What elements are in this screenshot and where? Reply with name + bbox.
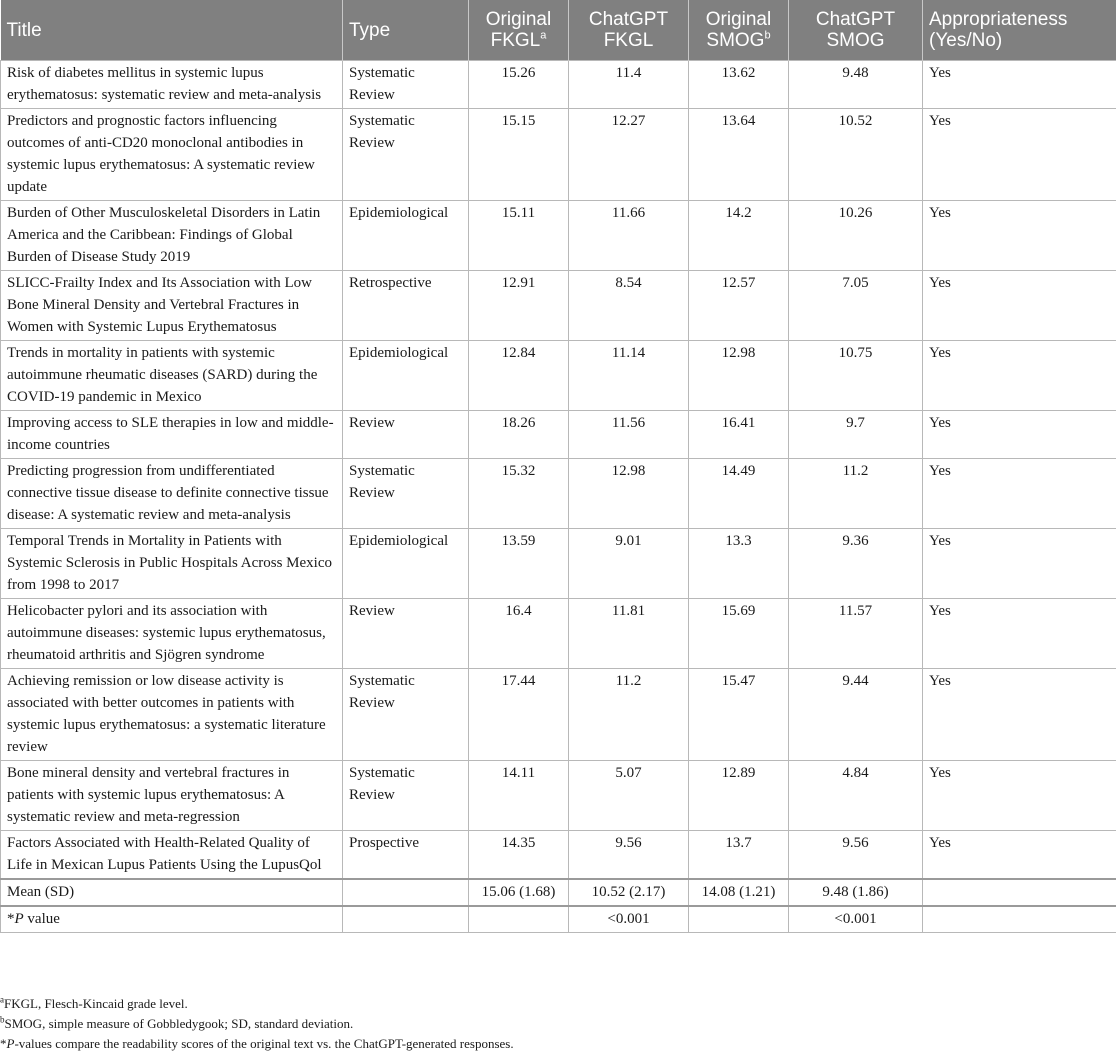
table-row — [1, 529, 1116, 599]
table-row — [1, 109, 1116, 201]
row-appropriateness: Yes — [923, 411, 1116, 459]
footnote-b: $^b$SMOG, simple measure of Gobbledygook; SD, standard deviation. — [0, 1014, 354, 1031]
row-type: Systematic Review — [343, 459, 469, 529]
row-original-smog: 15.69 — [689, 599, 789, 669]
row-chatgpt-fkgl: 9.56 — [569, 831, 689, 880]
row-original-smog: 14.2 — [689, 201, 789, 271]
row-title: Bone mineral density and vertebral fractures in patients with systemic lupus erythematosus: A systematic review and meta-regression — [1, 761, 343, 831]
row-type: Systematic Review — [343, 109, 469, 201]
row-original-smog: 13.3 — [689, 529, 789, 599]
row-original-fkgl: 15.32 — [469, 459, 569, 529]
table-row — [1, 761, 1116, 831]
row-type: Review — [343, 411, 469, 459]
row-chatgpt-fkgl: 5.07 — [569, 761, 689, 831]
row-original-smog: 13.62 — [689, 61, 789, 109]
row-chatgpt-smog: 4.84 — [789, 761, 923, 831]
row-type: Prospective — [343, 831, 469, 880]
row-chatgpt-smog: 10.75 — [789, 341, 923, 411]
table-row — [1, 831, 1116, 880]
row-type: Epidemiological — [343, 529, 469, 599]
row-type: Systematic Review — [343, 61, 469, 109]
table-row — [1, 61, 1116, 109]
row-original-fkgl: 18.26 — [469, 411, 569, 459]
table-footnotes — [0, 994, 1116, 1054]
row-appropriateness: Yes — [923, 831, 1116, 880]
row-chatgpt-smog: 9.48 — [789, 61, 923, 109]
row-chatgpt-fkgl: 12.98 — [569, 459, 689, 529]
row-title: Trends in mortality in patients with systemic autoimmune rheumatic diseases (SARD) during the COVID-19 pandemic in Mexico — [1, 341, 343, 411]
row-original-fkgl: 12.91 — [469, 271, 569, 341]
footnote-marker-a: a — [540, 29, 547, 42]
row-original-fkgl: 15.11 — [469, 201, 569, 271]
row-title: Factors Associated with Health-Related Quality of Life in Mexican Lupus Patients Using the LupusQol — [1, 831, 343, 880]
row-title: Improving access to SLE therapies in low and middle-income countries — [1, 411, 343, 459]
row-chatgpt-smog: 11.2 — [789, 459, 923, 529]
header-original-fkgl: Original FKGL$^a$ — [469, 0, 569, 61]
row-chatgpt-smog: 10.26 — [789, 201, 923, 271]
footnote-marker-b: b — [764, 29, 771, 42]
table-row — [1, 411, 1116, 459]
row-type: Review — [343, 599, 469, 669]
row-title: Predictors and prognostic factors influencing outcomes of anti-CD20 monoclonal antibodies in systemic lupus erythematosus: A systematic review update — [1, 109, 343, 201]
mean-type-cell — [343, 879, 469, 906]
mean-original-fkgl: 15.06 (1.68) — [469, 879, 569, 906]
row-chatgpt-smog: 7.05 — [789, 271, 923, 341]
row-original-fkgl: 17.44 — [469, 669, 569, 761]
p-value-smog: <0.001 — [789, 906, 923, 933]
footnote-p: *P-values compare the readability scores of the original text vs. the ChatGPT-generated responses. — [0, 1036, 514, 1051]
row-chatgpt-smog: 11.57 — [789, 599, 923, 669]
header-appropriateness: Appropriateness (Yes/No) — [923, 0, 1116, 61]
row-appropriateness: Yes — [923, 271, 1116, 341]
row-title: Risk of diabetes mellitus in systemic lupus erythematosus: systematic review and meta-analysis — [1, 61, 343, 109]
row-appropriateness: Yes — [923, 669, 1116, 761]
header-original-smog: Original SMOG$^b$ — [689, 0, 789, 61]
row-chatgpt-smog: 9.36 — [789, 529, 923, 599]
table-row — [1, 459, 1116, 529]
row-title: Predicting progression from undifferentiated connective tissue disease to definite connective tissue disease: A systematic review and meta-analysis — [1, 459, 343, 529]
row-chatgpt-fkgl: 11.56 — [569, 411, 689, 459]
row-chatgpt-smog: 9.44 — [789, 669, 923, 761]
footnote-a: $^a$FKGL, Flesch-Kincaid grade level. — [0, 994, 188, 1011]
row-title: Temporal Trends in Mortality in Patients with Systemic Sclerosis in Public Hospitals Across Mexico from 1998 to 2017 — [1, 529, 343, 599]
p-type-cell — [343, 906, 469, 933]
row-title: Burden of Other Musculoskeletal Disorders in Latin America and the Caribbean: Findings of Global Burden of Disease Study 2019 — [1, 201, 343, 271]
row-title: Helicobacter pylori and its association with autoimmune diseases: systemic lupus erythematosus, rheumatoid arthritis and Sjögren syndrome — [1, 599, 343, 669]
row-appropriateness: Yes — [923, 109, 1116, 201]
row-original-fkgl: 16.4 — [469, 599, 569, 669]
row-appropriateness: Yes — [923, 201, 1116, 271]
row-original-smog: 13.64 — [689, 109, 789, 201]
row-original-smog: 13.7 — [689, 831, 789, 880]
mean-original-smog: 14.08 (1.21) — [689, 879, 789, 906]
p-original-fkgl-cell — [469, 906, 569, 933]
row-original-fkgl: 14.11 — [469, 761, 569, 831]
row-chatgpt-fkgl: 9.01 — [569, 529, 689, 599]
row-original-fkgl: 14.35 — [469, 831, 569, 880]
p-value-fkgl: <0.001 — [569, 906, 689, 933]
header-title: Title — [1, 0, 343, 61]
row-type: Systematic Review — [343, 669, 469, 761]
row-original-smog: 12.98 — [689, 341, 789, 411]
row-appropriateness: Yes — [923, 459, 1116, 529]
row-title: Achieving remission or low disease activity is associated with better outcomes in patients with systemic lupus erythematosus: a systematic literature review — [1, 669, 343, 761]
row-chatgpt-fkgl: 11.14 — [569, 341, 689, 411]
mean-row — [1, 879, 1116, 906]
p-value-row — [1, 906, 1116, 933]
p-value-label: *P value — [1, 906, 343, 933]
row-original-smog: 16.41 — [689, 411, 789, 459]
header-row — [1, 0, 1116, 61]
table-row — [1, 271, 1116, 341]
p-appropriateness-cell — [923, 906, 1116, 933]
row-original-smog: 15.47 — [689, 669, 789, 761]
row-original-fkgl: 15.26 — [469, 61, 569, 109]
row-chatgpt-fkgl: 11.2 — [569, 669, 689, 761]
table-row — [1, 201, 1116, 271]
row-original-smog: 14.49 — [689, 459, 789, 529]
row-chatgpt-fkgl: 12.27 — [569, 109, 689, 201]
mean-chatgpt-fkgl: 10.52 (2.17) — [569, 879, 689, 906]
row-appropriateness: Yes — [923, 61, 1116, 109]
row-chatgpt-fkgl: 11.81 — [569, 599, 689, 669]
row-appropriateness: Yes — [923, 599, 1116, 669]
row-type: Systematic Review — [343, 761, 469, 831]
row-appropriateness: Yes — [923, 761, 1116, 831]
row-original-fkgl: 13.59 — [469, 529, 569, 599]
row-chatgpt-smog: 9.56 — [789, 831, 923, 880]
row-chatgpt-fkgl: 11.66 — [569, 201, 689, 271]
header-chatgpt-smog: ChatGPT SMOG — [789, 0, 923, 61]
row-type: Epidemiological — [343, 341, 469, 411]
table-row — [1, 669, 1116, 761]
p-original-smog-cell — [689, 906, 789, 933]
mean-appropriateness-cell — [923, 879, 1116, 906]
header-type: Type — [343, 0, 469, 61]
mean-label: Mean (SD) — [1, 879, 343, 906]
row-title: SLICC-Frailty Index and Its Association with Low Bone Mineral Density and Vertebral Fractures in Women with Systemic Lupus Erythematosus — [1, 271, 343, 341]
row-original-smog: 12.89 — [689, 761, 789, 831]
row-original-fkgl: 15.15 — [469, 109, 569, 201]
row-chatgpt-fkgl: 11.4 — [569, 61, 689, 109]
row-appropriateness: Yes — [923, 341, 1116, 411]
table-row — [1, 341, 1116, 411]
row-original-fkgl: 12.84 — [469, 341, 569, 411]
row-original-smog: 12.57 — [689, 271, 789, 341]
mean-chatgpt-smog: 9.48 (1.86) — [789, 879, 923, 906]
row-chatgpt-smog: 10.52 — [789, 109, 923, 201]
row-type: Epidemiological — [343, 201, 469, 271]
row-chatgpt-smog: 9.7 — [789, 411, 923, 459]
header-chatgpt-fkgl: ChatGPT FKGL — [569, 0, 689, 61]
table-row — [1, 599, 1116, 669]
row-appropriateness: Yes — [923, 529, 1116, 599]
row-type: Retrospective — [343, 271, 469, 341]
row-chatgpt-fkgl: 8.54 — [569, 271, 689, 341]
